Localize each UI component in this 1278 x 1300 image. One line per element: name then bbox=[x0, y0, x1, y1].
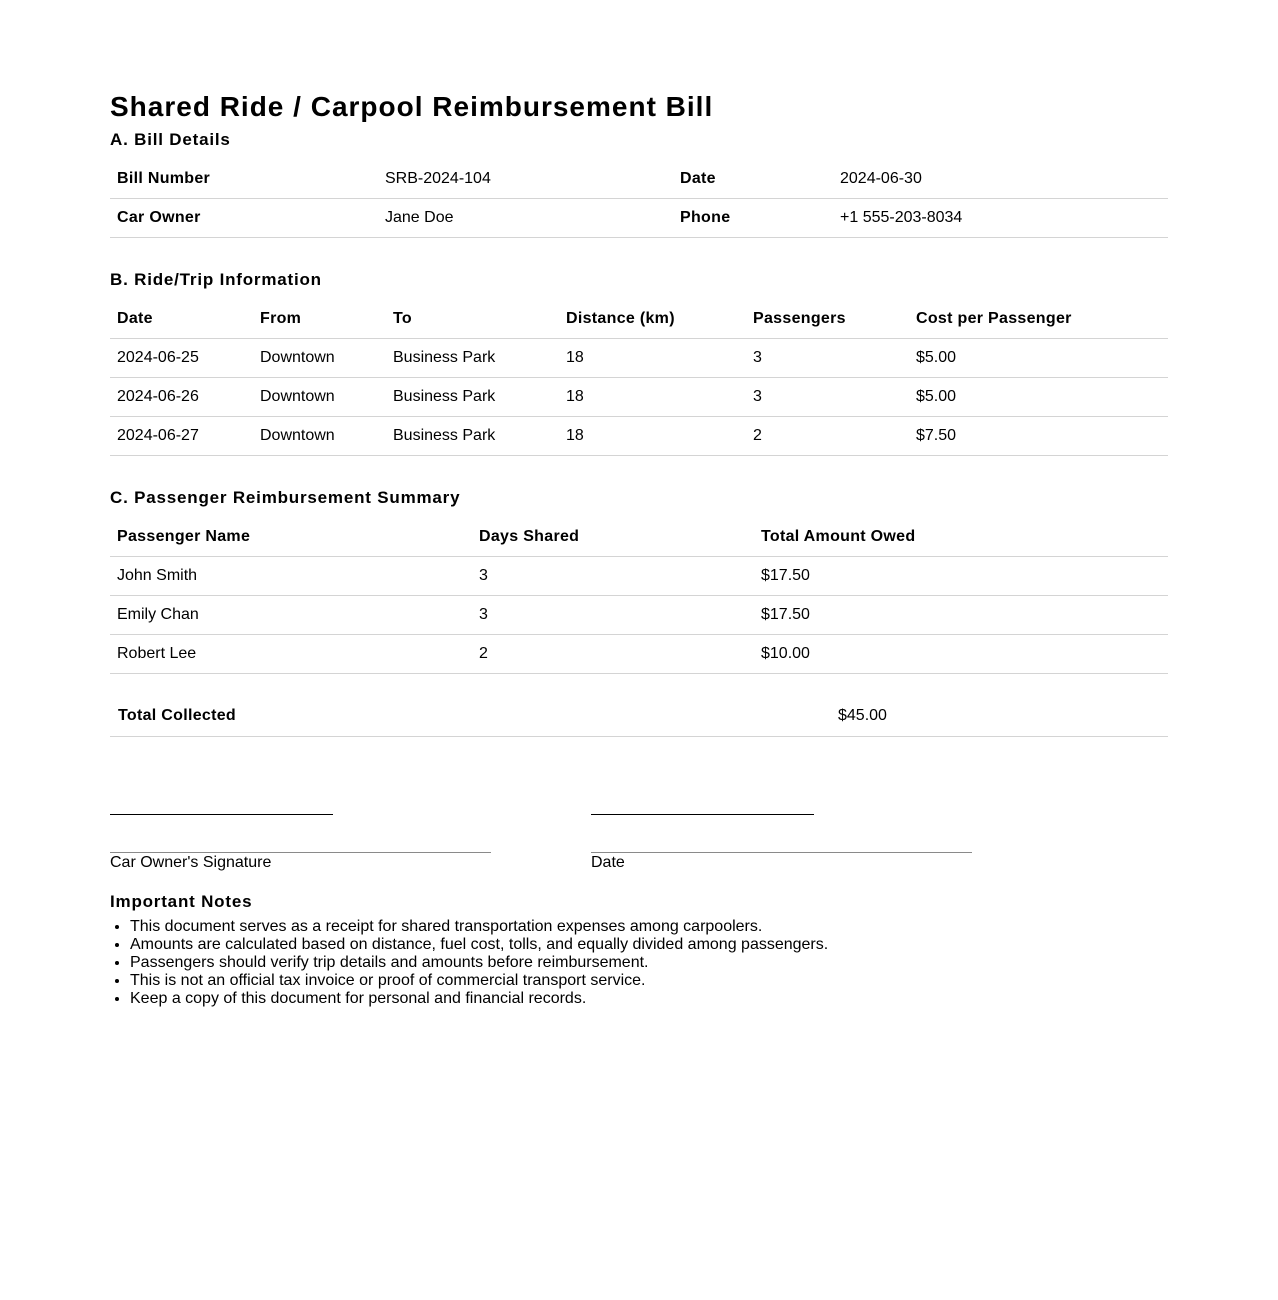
table-cell: 2024-06-25 bbox=[110, 339, 253, 378]
list-item: • This is not an official tax invoice or proof of commercial transport service. bbox=[130, 972, 1168, 990]
table-cell: Downtown bbox=[253, 378, 386, 417]
table-cell: 18 bbox=[559, 378, 746, 417]
bill-number-value: SRB-2024-104 bbox=[378, 160, 673, 199]
total-collected-label: Total Collected bbox=[110, 696, 831, 737]
bill-details-heading: A. Bill Details bbox=[110, 130, 231, 149]
table-cell: $7.50 bbox=[909, 417, 1168, 456]
table-row bbox=[110, 378, 1168, 417]
table-cell: $5.00 bbox=[909, 339, 1168, 378]
bill-date-value: 2024-06-30 bbox=[833, 160, 1168, 199]
table-cell: 3 bbox=[746, 378, 909, 417]
column-header: Days Shared bbox=[472, 518, 754, 557]
notes-list bbox=[110, 918, 1168, 1008]
table-cell: 18 bbox=[559, 339, 746, 378]
table-cell: $17.50 bbox=[754, 557, 1168, 596]
table-cell: Robert Lee bbox=[110, 635, 472, 674]
table-cell: Emily Chan bbox=[110, 596, 472, 635]
date-signature-label: Date bbox=[591, 854, 625, 871]
table-cell: 2 bbox=[746, 417, 909, 456]
table-cell: $17.50 bbox=[754, 596, 1168, 635]
important-notes-heading: Important Notes bbox=[110, 892, 253, 911]
column-header: Passengers bbox=[746, 300, 909, 339]
bill-date-label: Date bbox=[673, 160, 833, 199]
table-cell: Business Park bbox=[386, 378, 559, 417]
reimbursement-bill-document bbox=[110, 88, 1168, 1008]
table-cell: 3 bbox=[472, 557, 754, 596]
page-title: Shared Ride / Carpool Reimbursement Bill bbox=[110, 91, 714, 122]
column-header: Cost per Passenger bbox=[909, 300, 1168, 339]
table-row bbox=[110, 635, 1168, 674]
table-cell: 3 bbox=[472, 596, 754, 635]
date-line bbox=[591, 814, 814, 815]
phone-value: +1 555-203-8034 bbox=[833, 199, 1168, 238]
table-row bbox=[110, 417, 1168, 456]
column-header: From bbox=[253, 300, 386, 339]
table-cell: Business Park bbox=[386, 417, 559, 456]
table-cell: Business Park bbox=[386, 339, 559, 378]
table-cell: 2024-06-26 bbox=[110, 378, 253, 417]
list-item: • Amounts are calculated based on distance, fuel cost, tolls, and equally divided among passengers. bbox=[130, 936, 1168, 954]
table-row bbox=[110, 596, 1168, 635]
reimbursement-summary-table bbox=[110, 518, 1168, 674]
column-header: Total Amount Owed bbox=[754, 518, 1168, 557]
bill-number-label: Bill Number bbox=[110, 160, 378, 199]
table-cell: 2 bbox=[472, 635, 754, 674]
table-cell: Downtown bbox=[253, 339, 386, 378]
column-header: Distance (km) bbox=[559, 300, 746, 339]
column-header: Passenger Name bbox=[110, 518, 472, 557]
bill-details-row bbox=[110, 199, 1168, 238]
list-item: • Passengers should verify trip details and amounts before reimbursement. bbox=[130, 954, 1168, 972]
table-row bbox=[110, 339, 1168, 378]
total-row bbox=[110, 696, 1168, 737]
reimbursement-summary-heading: C. Passenger Reimbursement Summary bbox=[110, 488, 461, 507]
bill-details-row bbox=[110, 160, 1168, 199]
total-collected-table bbox=[110, 696, 1168, 737]
car-owner-value: Jane Doe bbox=[378, 199, 673, 238]
owner-signature-label: Car Owner's Signature bbox=[110, 854, 272, 871]
phone-label: Phone bbox=[673, 199, 833, 238]
table-row bbox=[110, 557, 1168, 596]
column-header: To bbox=[386, 300, 559, 339]
bill-details-table bbox=[110, 160, 1168, 238]
trip-info-table bbox=[110, 300, 1168, 456]
signature-line bbox=[110, 814, 333, 815]
table-cell: $10.00 bbox=[754, 635, 1168, 674]
table-cell: John Smith bbox=[110, 557, 472, 596]
table-cell: 2024-06-27 bbox=[110, 417, 253, 456]
table-cell: Downtown bbox=[253, 417, 386, 456]
list-item: • This document serves as a receipt for shared transportation expenses among carpoolers. bbox=[130, 918, 1168, 936]
table-cell: $5.00 bbox=[909, 378, 1168, 417]
date-underline bbox=[591, 852, 972, 853]
table-cell: 18 bbox=[559, 417, 746, 456]
list-item: • Keep a copy of this document for personal and financial records. bbox=[130, 990, 1168, 1008]
column-header: Date bbox=[110, 300, 253, 339]
table-header-row bbox=[110, 518, 1168, 557]
car-owner-label: Car Owner bbox=[110, 199, 378, 238]
trip-info-heading: B. Ride/Trip Information bbox=[110, 270, 322, 289]
total-collected-value: $45.00 bbox=[831, 696, 1168, 737]
table-header-row bbox=[110, 300, 1168, 339]
table-cell: 3 bbox=[746, 339, 909, 378]
signature-area bbox=[110, 737, 1168, 872]
